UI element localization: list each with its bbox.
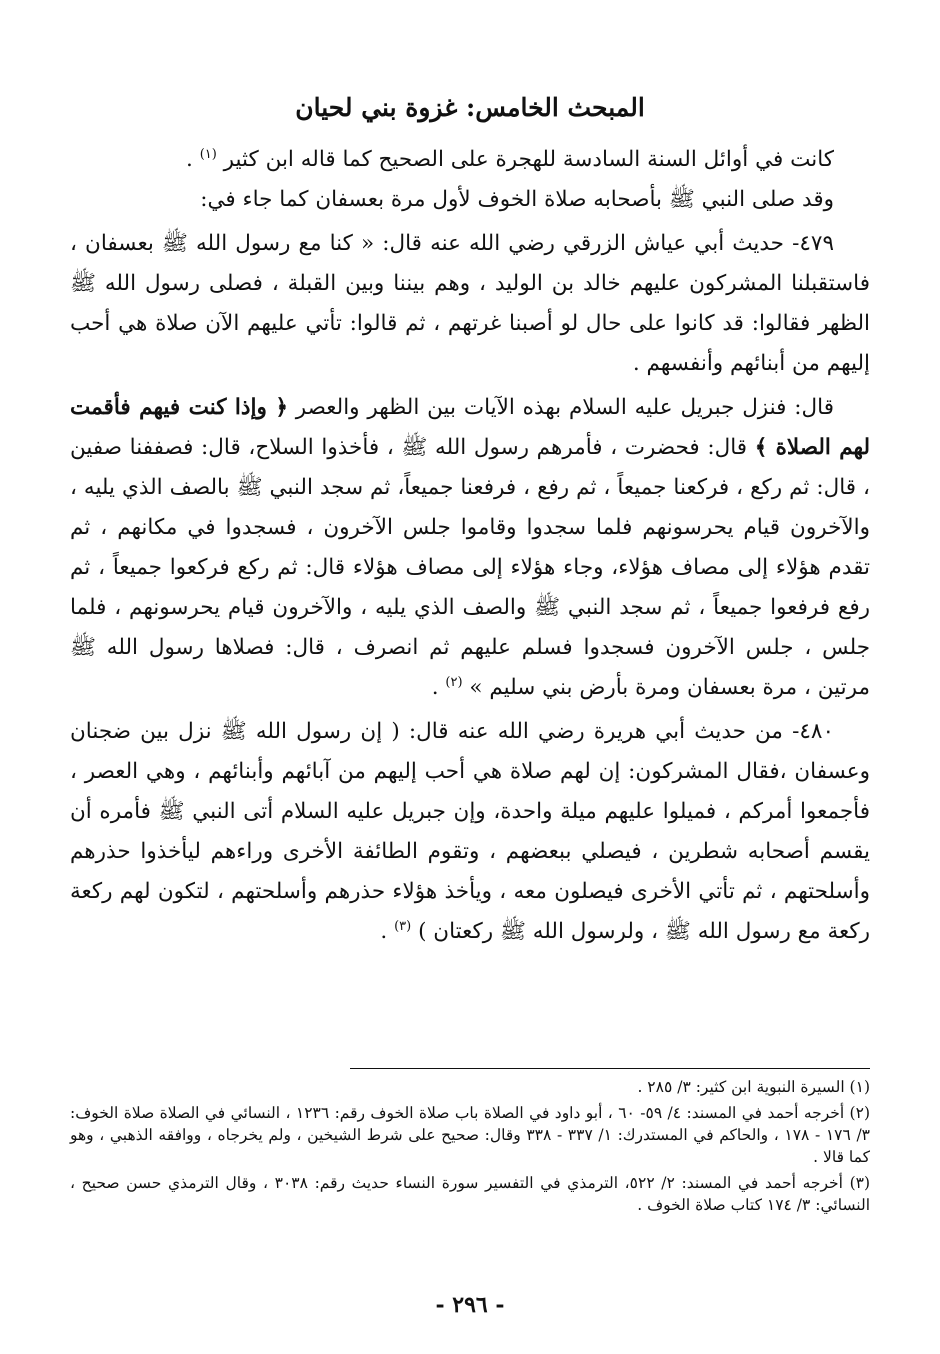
hadith-480-paragraph [70,712,870,952]
footnote-2: (٢) أخرجه أحمد في المسند: ٤/ ٥٩- ٦٠ ، أبو داود في الصلاة باب صلاة الخوف رقم: ١٢٣٦ ، النسائي في الصلاة صلاة الخوف: ٣/ ١٧٦ - ١٧٨ ، والحاكم في المستدرك: ١/ ٣٣٧ - ٣٣٨ وقال: صحيح على شرط الشيخين ، ولم يخرجاه ، ووافقه الذهبي ، وهو كما قالا . [70,1104,871,1166]
intro-paragraph-2: وقد صلى النبي ﷺ بأصحابه صلاة الخوف لأول مرة بعسفان كما جاء في: [200,187,834,212]
hadith-479-rest: قال: فحضرت ، فأمرهم رسول الله ﷺ ، فأخذوا السلاح، قال: فصففنا صفين ، قال: ثم ركع ، فركعنا جميعاً ، ثم رفع ، فرفعنا جميعاً، ثم سجد النبي ﷺ بالصف الذي يليه ، والآخرون قيام يحرسونهم فلما سجدوا وقاموا جلس الآخرون ، فسجدوا في مكانهم ، ثم تقدم هؤلاء إلى مصاف هؤلاء، وجاء هؤلاء إلى مصاف هؤلاء قال: ثم ركع فركعوا جميعاً ، ثم رفع فرفعوا جميعاً ، ثم سجد النبي ﷺ والصف الذي يليه ، والآخرون قيام يحرسونهم ، فلما جلس ، جلس الآخرون فسجدوا فسلم عليهم ثم انصرف ، قال: فصلاها رسول الله ﷺ مرتين ، مرة بعسفان ومرة بأرض بني سليم » [70,435,870,700]
footnote-ref-3: (٣) [394,918,412,934]
hadith-480-text: ٤٨٠- من حديث أبي هريرة رضي الله عنه قال: ( إن رسول الله ﷺ نزل بين ضجنان وعسفان ،فقال المشركون: إن لهم صلاة هي أحب إليهم من آبائهم وأبنائهم ، وهي العصر ، فأجمعوا أمركم ، فميلوا عليهم ميلة واحدة، وإن جبريل عليه السلام أتى النبي ﷺ فأمره أن يقسم أصحابه شطرين ، فيصلي ببعضهم ، وتقوم الطائفة الأخرى وراءهم ليأخذوا حذرهم وأسلحتهم ، ثم تأتي الأخرى فيصلون معه ، ويأخذ هؤلاء حذرهم وأسلحتهم ، لتكون لهم ركعة ركعة مع رسول الله ﷺ ، ولرسول الله ﷺ ركعتان ) [70,719,870,944]
intro-end-1: . [186,147,193,172]
footnotes [70,1076,870,1220]
section-heading: المبحث الخامس: غزوة بني لحيان [295,93,645,122]
page-body [70,80,870,952]
hadith-479-start: قال: فنزل جبريل عليه السلام بهذه الآيات بين الظهر والعصر [295,395,834,420]
page-number: - ٢٩٦ - [435,1292,505,1318]
footnote-ref-2: (٢) [445,674,463,690]
intro-text-1: كانت في أوائل السنة السادسة للهجرة على الصحيح كما قاله ابن كثير [223,147,834,172]
intro-paragraph-1 [70,140,870,180]
quran-verse: ﴿ وإذا كنت فيهم فأقمت لهم الصلاة ﴾ [70,395,870,460]
footnote-ref-1: (١) [199,146,217,162]
footnote-3: (٣) أخرجه أحمد في المسند: ٢/ ٥٢٢، الترمذي في التفسير سورة النساء حديث رقم: ٣٠٣٨ ، وقال الترمذي حسن صحيح ، النسائي: ٣/ ١٧٤ كتاب صلاة الخوف . [70,1174,871,1214]
hadith-479-end: . [431,675,439,700]
hadith-480-end: . [380,919,388,944]
hadith-479-paragraph-1: ٤٧٩- حديث أبي عياش الزرقي رضي الله عنه قال: « كنا مع رسول الله ﷺ بعسفان ، فاستقبلنا المشركون عليهم خالد بن الوليد ، وهم بيننا وبين القبلة ، فصلى رسول الله ﷺ الظهر فقالوا: قد كانوا على حال لو أصبنا غرتهم ، ثم قالوا: تأتي عليهم الآن صلاة هي أحب إليهم من أبنائهم وأنفسهم . [70,231,870,376]
footnote-1: (١) السيرة النبوية ابن كثير: ٣/ ٢٨٥ . [637,1078,870,1096]
footnote-separator [350,1068,870,1069]
hadith-479-paragraph-2 [70,388,870,708]
